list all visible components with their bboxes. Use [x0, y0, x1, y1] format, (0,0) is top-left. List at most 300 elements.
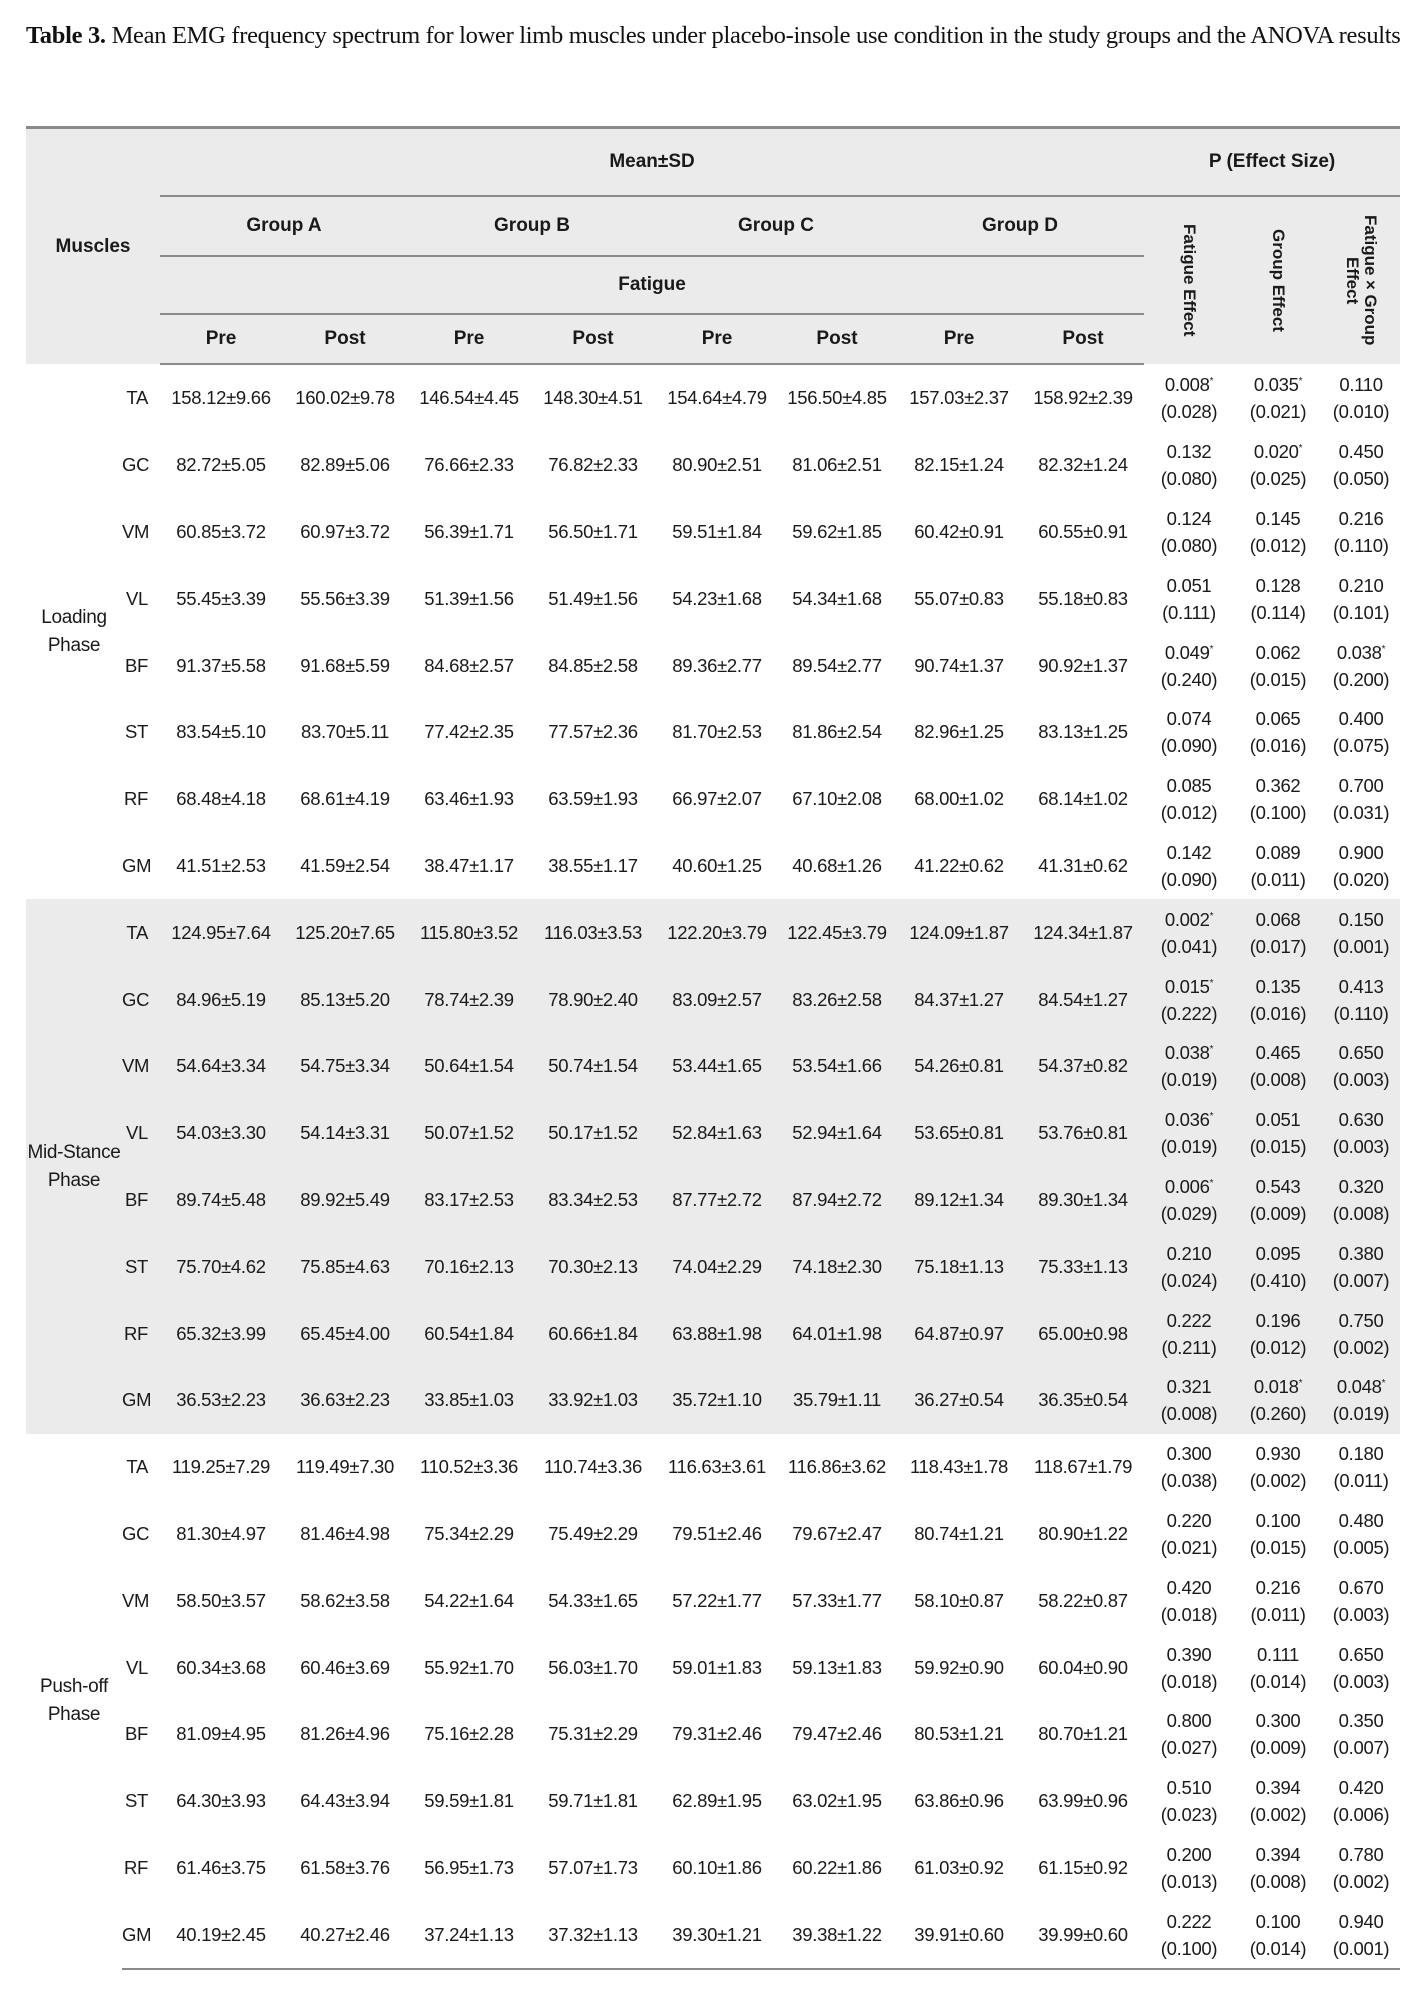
mean-sd-cell: 75.18±1.13 [914, 1255, 1004, 1277]
effect-size: (0.012) [1160, 802, 1218, 824]
muscle-name: GC [122, 988, 150, 1010]
effect-size: (0.090) [1160, 735, 1218, 757]
effect-size: (0.011) [1333, 1470, 1389, 1492]
mean-sd-cell: 63.86±0.96 [914, 1790, 1004, 1812]
significance-marker: * [1209, 910, 1214, 922]
mean-sd-cell: 80.53±1.21 [914, 1723, 1004, 1745]
p-value: 0.095 [1255, 1242, 1301, 1264]
effect-size: (0.031) [1332, 802, 1390, 824]
mean-sd-cell: 76.82±2.33 [548, 454, 638, 476]
mean-sd-cell: 50.17±1.52 [548, 1122, 638, 1144]
mean-sd-cell: 54.03±3.30 [176, 1122, 266, 1144]
p-value-cell [1322, 833, 1400, 900]
p-value: 0.220 [1166, 1509, 1212, 1531]
effect-size: (0.110) [1333, 534, 1389, 556]
mean-sd-cell: 78.74±2.39 [424, 988, 514, 1010]
muscle-name: RF [123, 1322, 149, 1344]
p-value: 0.196 [1255, 1309, 1301, 1331]
mean-sd-cell: 68.00±1.02 [914, 788, 1004, 810]
mean-sd-cell: 59.62±1.85 [792, 520, 882, 542]
muscle-name: GC [122, 454, 150, 476]
mean-sd-cell: 53.44±1.65 [672, 1055, 762, 1077]
mean-sd-cell: 116.63±3.61 [667, 1456, 767, 1478]
mean-sd-cell: 68.48±4.18 [176, 788, 266, 810]
mean-sd-cell: 82.89±5.06 [300, 454, 390, 476]
p-value-cell [1234, 1167, 1322, 1234]
mean-sd-cell: 52.84±1.63 [672, 1122, 762, 1144]
mean-sd-cell: 82.96±1.25 [914, 721, 1004, 743]
effect-size: (0.011) [1250, 868, 1306, 890]
p-value-cell [1234, 1501, 1322, 1568]
effect-size: (0.222) [1160, 1002, 1218, 1024]
mean-sd-cell: 60.22±1.86 [792, 1856, 882, 1878]
pre-header: Pre [408, 314, 530, 364]
mean-sd-cell: 35.79±1.11 [792, 1389, 882, 1411]
mean-sd-cell: 65.32±3.99 [176, 1322, 266, 1344]
effect-size: (0.012) [1249, 534, 1307, 556]
p-value: 0.145 [1255, 507, 1301, 529]
p-value: 0.650 [1338, 1042, 1384, 1064]
results-table-container [26, 126, 1400, 1970]
table-row [26, 766, 1400, 833]
muscles-header: Muscles [26, 128, 160, 365]
p-value-cell [1144, 565, 1234, 632]
phase-label: Mid-Stance Phase [27, 1141, 121, 1191]
mean-sd-cell: 148.30±4.51 [543, 387, 643, 409]
mean-sd-cell: 75.34±2.29 [424, 1522, 514, 1544]
p-value-cell [1144, 766, 1234, 833]
significance-marker: * [1298, 1378, 1303, 1390]
muscle-name: GC [122, 1522, 150, 1544]
group-b-header: Group B [408, 196, 656, 256]
effect-size: (0.013) [1160, 1870, 1218, 1892]
effect-size: (0.002) [1249, 1804, 1307, 1826]
table-row [26, 1167, 1400, 1234]
mean-sd-cell: 80.90±1.22 [1038, 1522, 1128, 1544]
effect-size: (0.110) [1333, 1002, 1389, 1024]
muscle-name: GM [122, 854, 152, 876]
p-value-cell [1234, 1701, 1322, 1768]
mean-sd-cell: 38.55±1.17 [548, 854, 638, 876]
p-value-cell [1234, 565, 1322, 632]
interaction-effect-label: Fatigue×Group Effect [1343, 215, 1381, 346]
mean-sd-cell: 60.97±3.72 [300, 520, 390, 542]
mean-sd-cell: 60.54±1.84 [424, 1322, 514, 1344]
p-value: 0.800 [1166, 1710, 1212, 1732]
phase-label: Loading Phase [41, 606, 107, 656]
effect-size: (0.003) [1332, 1670, 1390, 1692]
p-value: 0.300 [1255, 1710, 1301, 1732]
p-value: 0.068 [1255, 908, 1301, 930]
muscle-name: VL [125, 1122, 149, 1144]
mean-sd-cell: 38.47±1.17 [424, 854, 514, 876]
p-value: 0.940 [1338, 1910, 1384, 1932]
p-value: 0.008 [1164, 373, 1210, 395]
p-value-cell [1322, 699, 1400, 766]
effect-size: (0.240) [1160, 668, 1218, 690]
mean-sd-cell: 84.85±2.58 [548, 654, 638, 676]
significance-marker: * [1209, 1111, 1214, 1123]
p-value-cell [1322, 899, 1400, 966]
mean-sd-cell: 81.86±2.54 [792, 721, 882, 743]
p-value-cell [1234, 1835, 1322, 1902]
mean-sd-cell: 55.92±1.70 [424, 1656, 514, 1678]
p-value: 0.051 [1255, 1109, 1301, 1131]
mean-sd-cell: 83.34±2.53 [548, 1188, 638, 1210]
effect-size: (0.015) [1249, 1136, 1307, 1158]
p-value-cell [1144, 1634, 1234, 1701]
p-value-cell [1234, 499, 1322, 566]
p-value: 0.413 [1338, 975, 1384, 997]
p-value-cell [1322, 966, 1400, 1033]
p-value-cell [1234, 432, 1322, 499]
effect-size: (0.002) [1332, 1870, 1390, 1892]
muscle-name: RF [123, 788, 149, 810]
effect-size: (0.011) [1250, 1603, 1306, 1625]
table-row [26, 833, 1400, 900]
significance-marker: * [1209, 643, 1214, 655]
mean-sd-cell: 75.33±1.13 [1038, 1255, 1128, 1277]
mean-sd-cell: 36.63±2.23 [300, 1389, 390, 1411]
significance-marker: * [1209, 375, 1214, 387]
effect-size: (0.075) [1332, 735, 1390, 757]
table-row [26, 1100, 1400, 1167]
effect-size: (0.038) [1160, 1470, 1218, 1492]
mean-sd-cell: 154.64±4.79 [667, 387, 767, 409]
mean-sd-cell: 83.70±5.11 [300, 721, 390, 743]
mean-sd-cell: 83.17±2.53 [424, 1188, 514, 1210]
mean-sd-cell: 118.43±1.78 [909, 1456, 1009, 1478]
mean-sd-cell: 59.59±1.81 [424, 1790, 514, 1812]
p-value: 0.142 [1166, 841, 1212, 863]
effect-size: (0.410) [1249, 1269, 1307, 1291]
mean-sd-cell: 89.36±2.77 [672, 654, 762, 676]
table-row [26, 1501, 1400, 1568]
p-value-cell [1144, 364, 1234, 432]
mean-sd-cell: 118.67±1.79 [1033, 1456, 1133, 1478]
group-c-header: Group C [656, 196, 896, 256]
p-effect-header: P (Effect Size) [1144, 128, 1400, 197]
mean-sd-cell: 56.50±1.71 [548, 520, 638, 542]
mean-sd-cell: 124.09±1.87 [909, 921, 1009, 943]
mean-sd-cell: 63.59±1.93 [548, 788, 638, 810]
mean-sd-cell: 39.99±0.60 [1022, 1901, 1144, 1969]
effect-size: (0.021) [1160, 1536, 1218, 1558]
p-value-cell [1144, 1434, 1234, 1501]
mean-sd-cell: 70.16±2.13 [424, 1255, 514, 1277]
p-value: 0.100 [1255, 1509, 1301, 1531]
table-row [26, 699, 1400, 766]
p-value: 0.006 [1164, 1175, 1210, 1197]
mean-sd-cell: 116.86±3.62 [787, 1456, 887, 1478]
significance-marker: * [1209, 1177, 1214, 1189]
mean-sd-cell: 80.74±1.21 [914, 1522, 1004, 1544]
mean-sd-cell: 89.54±2.77 [792, 654, 882, 676]
p-value: 0.051 [1166, 574, 1212, 596]
p-value-cell [1234, 699, 1322, 766]
mean-sd-cell: 81.30±4.97 [176, 1522, 266, 1544]
p-value: 0.350 [1338, 1710, 1384, 1732]
group-a-header: Group A [160, 196, 408, 256]
mean-sd-cell: 59.01±1.83 [672, 1656, 762, 1678]
muscle-name: VM [122, 520, 150, 542]
mean-sd-cell: 65.45±4.00 [300, 1322, 390, 1344]
effect-size: (0.100) [1249, 802, 1307, 824]
mean-sd-cell: 89.12±1.34 [914, 1188, 1004, 1210]
loading-phase-section [26, 364, 1400, 899]
table-row [26, 1434, 1400, 1501]
p-value-cell [1234, 899, 1322, 966]
mean-sd-cell: 56.95±1.73 [424, 1856, 514, 1878]
mean-sd-cell: 40.60±1.25 [672, 854, 762, 876]
mean-sd-cell: 40.68±1.26 [792, 854, 882, 876]
mean-sd-cell: 87.77±2.72 [672, 1188, 762, 1210]
p-value-cell [1144, 499, 1234, 566]
mean-sd-cell: 54.64±3.34 [176, 1055, 266, 1077]
effect-size: (0.260) [1249, 1403, 1307, 1425]
significance-marker: * [1298, 375, 1303, 387]
p-value-cell [1322, 1701, 1400, 1768]
p-value: 0.020 [1253, 441, 1299, 463]
p-value-cell [1234, 1100, 1322, 1167]
mean-sd-cell: 60.46±3.69 [300, 1656, 390, 1678]
effect-size: (0.006) [1332, 1804, 1390, 1826]
mean-sd-cell: 124.95±7.64 [171, 921, 271, 943]
effect-size: (0.020) [1332, 868, 1390, 890]
p-value-cell [1322, 1300, 1400, 1367]
p-value-cell [1144, 833, 1234, 900]
p-value-cell [1234, 966, 1322, 1033]
significance-marker: * [1209, 977, 1214, 989]
mean-sd-cell: 63.99±0.96 [1038, 1790, 1128, 1812]
effect-size: (0.015) [1249, 668, 1307, 690]
mean-sd-cell: 84.54±1.27 [1038, 988, 1128, 1010]
muscle-name: ST [124, 1790, 149, 1812]
p-value-cell [1144, 1233, 1234, 1300]
table-row [26, 1567, 1400, 1634]
effect-size: (0.024) [1160, 1269, 1218, 1291]
p-value-cell [1234, 632, 1322, 699]
mean-sd-cell: 59.71±1.81 [548, 1790, 638, 1812]
group-effect-label: Group Effect [1269, 229, 1289, 332]
mean-sd-cell: 53.76±0.81 [1038, 1122, 1128, 1144]
mean-sd-cell: 83.09±2.57 [672, 988, 762, 1010]
mean-sd-cell: 82.72±5.05 [176, 454, 266, 476]
effect-size: (0.114) [1250, 601, 1306, 623]
mean-sd-cell: 59.92±0.90 [914, 1656, 1004, 1678]
mean-sd-cell: 60.10±1.86 [672, 1856, 762, 1878]
p-value-cell [1322, 1434, 1400, 1501]
pre-header: Pre [656, 314, 778, 364]
p-value: 0.510 [1166, 1777, 1212, 1799]
mean-sd-cell: 60.66±1.84 [548, 1322, 638, 1344]
mean-sd-cell: 33.85±1.03 [424, 1389, 514, 1411]
p-value-cell [1234, 1768, 1322, 1835]
p-value-cell [1322, 766, 1400, 833]
pre-header: Pre [896, 314, 1022, 364]
p-value: 0.065 [1255, 708, 1301, 730]
p-value-cell [1322, 632, 1400, 699]
p-value-cell [1322, 432, 1400, 499]
mean-sd-cell: 51.49±1.56 [548, 587, 638, 609]
effect-size: (0.008) [1249, 1069, 1307, 1091]
effect-size: (0.019) [1160, 1136, 1218, 1158]
mean-sd-cell: 60.34±3.68 [176, 1656, 266, 1678]
p-value-cell [1144, 1100, 1234, 1167]
mean-sd-cell: 54.22±1.64 [424, 1589, 514, 1611]
mean-sd-cell: 57.22±1.77 [672, 1589, 762, 1611]
mean-sd-cell: 81.70±2.53 [672, 721, 762, 743]
effect-size: (0.029) [1160, 1202, 1218, 1224]
mean-sd-cell: 90.74±1.37 [914, 654, 1004, 676]
p-value-cell [1322, 1233, 1400, 1300]
mean-sd-cell: 122.45±3.79 [787, 921, 887, 943]
mean-sd-cell: 75.70±4.62 [176, 1255, 266, 1277]
table-row [26, 1300, 1400, 1367]
effect-size: (0.007) [1332, 1737, 1390, 1759]
mean-sd-cell: 55.45±3.39 [176, 587, 266, 609]
effect-size: (0.002) [1249, 1470, 1307, 1492]
post-header: Post [778, 314, 896, 364]
post-header: Post [1022, 314, 1144, 364]
mean-sd-cell: 55.56±3.39 [300, 587, 390, 609]
fatigue-effect-header [1144, 196, 1234, 364]
table-row [26, 1634, 1400, 1701]
p-value-cell [1234, 1901, 1322, 1969]
table-row [26, 364, 1400, 432]
mean-sd-cell: 39.38±1.22 [778, 1901, 896, 1969]
mean-sd-cell: 56.39±1.71 [424, 520, 514, 542]
p-value: 0.216 [1338, 507, 1384, 529]
effect-size: (0.025) [1249, 468, 1307, 490]
mean-sd-cell: 52.94±1.64 [792, 1122, 882, 1144]
effect-size: (0.014) [1249, 1937, 1307, 1959]
p-value: 0.110 [1339, 373, 1383, 395]
mean-sd-cell: 53.65±0.81 [914, 1122, 1004, 1144]
effect-size: (0.010) [1332, 400, 1390, 422]
mean-sd-cell: 54.23±1.68 [672, 587, 762, 609]
mean-sd-cell: 59.51±1.84 [672, 520, 762, 542]
p-value: 0.062 [1255, 641, 1301, 663]
table-header [26, 128, 1400, 365]
mean-sd-cell: 54.26±0.81 [914, 1055, 1004, 1077]
effect-size: (0.050) [1332, 468, 1390, 490]
p-value-cell [1144, 432, 1234, 499]
mean-sd-cell: 40.27±2.46 [282, 1901, 408, 1969]
mean-sd-cell: 83.54±5.10 [176, 721, 266, 743]
mean-sd-cell: 84.37±1.27 [914, 988, 1004, 1010]
effect-size: (0.008) [1160, 1403, 1218, 1425]
p-value-cell [1322, 1501, 1400, 1568]
mean-sd-cell: 119.25±7.29 [171, 1456, 271, 1478]
muscle-name: TA [126, 386, 149, 408]
mean-sd-cell: 125.20±7.65 [295, 921, 395, 943]
p-value: 0.394 [1255, 1777, 1301, 1799]
p-value: 0.135 [1255, 975, 1301, 997]
mean-sd-cell: 91.37±5.58 [176, 654, 266, 676]
mean-sd-cell: 33.92±1.03 [548, 1389, 638, 1411]
fatigue-effect-label: Fatigue Effect [1180, 224, 1200, 337]
muscle-name: VL [125, 1656, 149, 1678]
p-value: 0.200 [1166, 1843, 1212, 1865]
p-value-cell [1322, 1901, 1400, 1969]
p-value: 0.300 [1166, 1443, 1212, 1465]
table-row [26, 1901, 1400, 1969]
effect-size: (0.015) [1249, 1536, 1307, 1558]
table-row [26, 1768, 1400, 1835]
mean-sd-cell: 84.68±2.57 [424, 654, 514, 676]
effect-size: (0.100) [1160, 1937, 1218, 1959]
p-value-cell [1144, 1567, 1234, 1634]
effect-size: (0.009) [1249, 1202, 1307, 1224]
mean-sd-cell: 40.19±2.45 [160, 1901, 282, 1969]
table-label: Table 3. [26, 22, 106, 49]
mean-sd-cell: 79.47±2.46 [792, 1723, 882, 1745]
effect-size: (0.012) [1249, 1336, 1307, 1358]
p-value-cell [1234, 1634, 1322, 1701]
mean-sd-cell: 70.30±2.13 [548, 1255, 638, 1277]
group-effect-header [1234, 196, 1322, 364]
mean-sd-cell: 60.42±0.91 [914, 520, 1004, 542]
mean-sd-cell: 36.53±2.23 [176, 1389, 266, 1411]
effect-size: (0.080) [1160, 468, 1218, 490]
p-value-cell [1234, 1233, 1322, 1300]
p-value: 0.420 [1166, 1576, 1212, 1598]
mean-sd-cell: 41.51±2.53 [176, 854, 266, 876]
p-value: 0.048 [1336, 1376, 1382, 1398]
mean-sd-cell: 41.59±2.54 [300, 854, 390, 876]
muscle-name: VM [122, 1055, 150, 1077]
p-value: 0.700 [1338, 775, 1384, 797]
mean-sd-cell: 79.67±2.47 [792, 1522, 882, 1544]
p-value-cell [1322, 565, 1400, 632]
effect-size: (0.005) [1332, 1536, 1390, 1558]
effect-size: (0.111) [1162, 601, 1216, 623]
p-value-cell [1144, 1768, 1234, 1835]
p-value: 0.150 [1338, 908, 1384, 930]
mean-sd-cell: 82.32±1.24 [1038, 454, 1128, 476]
mean-sd-cell: 61.03±0.92 [914, 1856, 1004, 1878]
mid-stance-phase-section [26, 899, 1400, 1433]
p-value: 0.900 [1338, 841, 1384, 863]
results-table [26, 126, 1400, 1970]
mean-sd-cell: 39.30±1.21 [656, 1901, 778, 1969]
mean-sd-cell: 156.50±4.85 [787, 387, 887, 409]
mean-sd-cell: 41.31±0.62 [1038, 854, 1128, 876]
mean-sd-cell: 64.30±3.93 [176, 1790, 266, 1812]
p-value: 0.085 [1166, 775, 1212, 797]
mean-sd-cell: 110.52±3.36 [419, 1456, 519, 1478]
p-value-cell [1234, 1567, 1322, 1634]
p-value: 0.035 [1253, 373, 1299, 395]
muscle-name: BF [124, 1188, 149, 1210]
muscle-name: TA [126, 1456, 149, 1478]
mean-sd-cell: 124.34±1.87 [1033, 921, 1133, 943]
mean-sd-cell: 68.61±4.19 [300, 788, 390, 810]
p-value: 0.089 [1255, 841, 1301, 863]
p-value: 0.480 [1338, 1509, 1384, 1531]
interaction-effect-header [1322, 196, 1400, 364]
p-value: 0.670 [1338, 1576, 1384, 1598]
muscle-name: BF [124, 1723, 149, 1745]
mean-sd-cell: 75.85±4.63 [300, 1255, 390, 1277]
mean-sd-cell: 80.70±1.21 [1038, 1723, 1128, 1745]
mean-sd-cell: 78.90±2.40 [548, 988, 638, 1010]
p-value-cell [1144, 1701, 1234, 1768]
mean-sd-cell: 61.15±0.92 [1038, 1856, 1128, 1878]
effect-size: (0.200) [1332, 668, 1390, 690]
mean-sd-cell: 64.87±0.97 [914, 1322, 1004, 1344]
